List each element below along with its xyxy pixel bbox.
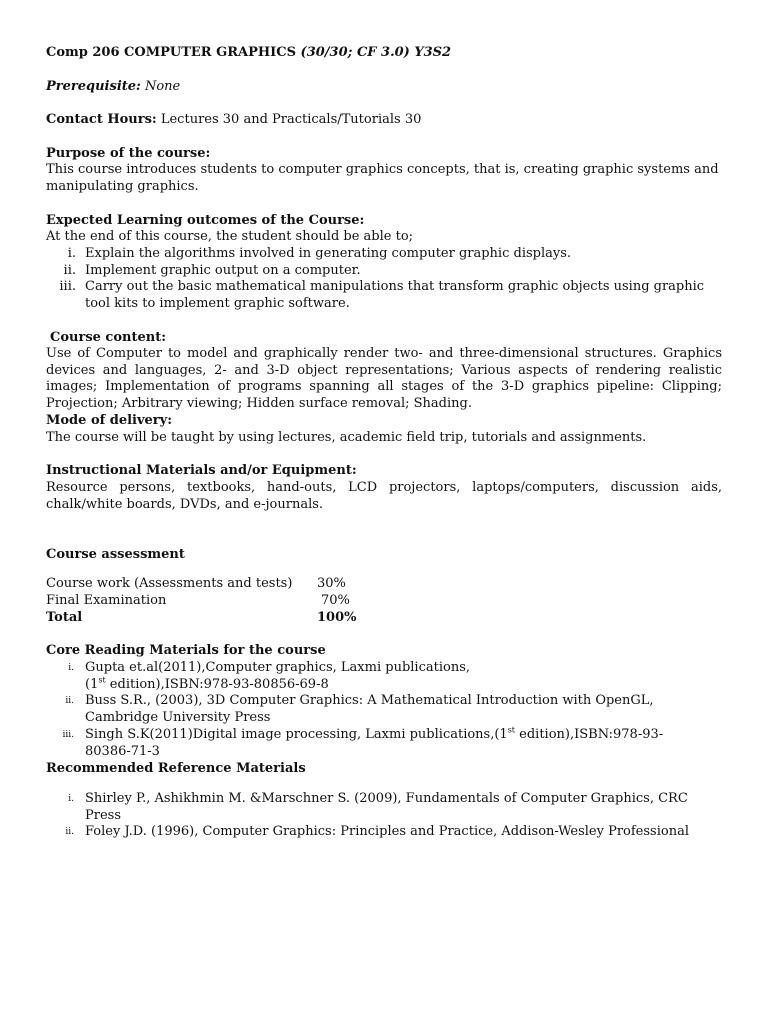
list-item: [46, 791, 722, 824]
contact-hours: [46, 112, 722, 129]
core-reading-heading: Core Reading Materials for the course: [46, 643, 326, 658]
materials-text: Resource persons, textbooks, hand-outs, LCD projectors, laptops/computers, discussion aids, chalk/white boards, DVDs, and e-journals.: [46, 480, 722, 512]
list-item-text: (1st edition),ISBN:978-93-80856-69-8: [85, 675, 329, 692]
prerequisite-label: Prerequisite:: [46, 79, 141, 94]
delivery-heading: Mode of delivery:: [46, 413, 173, 428]
assessment-value: 70%: [321, 593, 350, 608]
list-item: [46, 693, 722, 726]
reference-list: [46, 791, 722, 841]
assessment-heading: Course assessment: [46, 547, 185, 562]
prerequisite-value: None: [144, 79, 181, 94]
list-item: [46, 660, 722, 693]
outcomes-heading: Expected Learning outcomes of the Course:: [46, 213, 365, 228]
course-code: Comp 206 COMPUTER GRAPHICS: [46, 45, 297, 60]
list-item-text: Press: [85, 807, 121, 823]
list-item: [46, 727, 722, 760]
outcomes-intro: At the end of this course, the student should be able to;: [46, 229, 414, 244]
list-item-text: Shirley P., Ashikhmin M. &Marschner S. (2009), Fundamentals of Computer Graphics, CRC: [85, 791, 688, 806]
list-item-text: Implement graphic output on a computer.: [85, 262, 361, 278]
outcomes-list: [46, 246, 722, 313]
list-item-number: ii.: [65, 827, 74, 838]
list-item-text: Foley J.D. (1996), Computer Graphics: Principles and Practice, Addison-Wesley Professional: [85, 824, 689, 840]
prerequisite: [46, 79, 722, 96]
purpose-heading: Purpose of the course:: [46, 146, 211, 161]
assessment-row: [46, 593, 446, 610]
course-title: [46, 45, 722, 62]
core-reading-list: [46, 660, 722, 760]
content-text: Use of Computer to model and graphically render two- and three-dimensional structures. Graphics devices and languages, 2- and 3-D object representations; Various aspects of rendering realistic images; Implementation of programs spanning all stages of the 3-D graphics pipeline: Clipping; Projection; Arbitrary viewing; Hidden surface removal; Shading.: [46, 346, 722, 412]
list-item-number: i.: [68, 663, 74, 673]
purpose-text: This course introduces students to computer graphics concepts, that is, creating graphic systems and manipulating graphics.: [46, 162, 719, 194]
assessment-value: 30%: [317, 576, 346, 591]
delivery-text: The course will be taught by using lectures, academic field trip, tutorials and assignments.: [46, 430, 647, 445]
assessment-label: Course work (Assessments and tests): [46, 576, 293, 591]
list-item-text: Cambridge University Press: [85, 710, 271, 726]
list-item-text: Gupta et.al(2011),Computer graphics, Laxmi publications,: [85, 660, 470, 675]
assessment-label: Final Examination: [46, 593, 167, 608]
list-item: [46, 824, 722, 841]
assessment-value: 100%: [317, 610, 357, 625]
list-item-number: ii.: [63, 262, 76, 278]
list-item-number: ii.: [65, 696, 74, 707]
list-item: [46, 279, 722, 312]
list-item-text: Explain the algorithms involved in generating computer graphic displays.: [85, 246, 572, 261]
list-item-text: Singh S.K(2011)Digital image processing, Laxmi publications,(1st edition),ISBN:978-93-: [85, 725, 664, 742]
list-item: [46, 246, 722, 263]
materials-heading: Instructional Materials and/or Equipment:: [46, 463, 357, 478]
list-item-text: Buss S.R., (2003), 3D Computer Graphics: A Mathematical Introduction with OpenGL,: [85, 693, 654, 709]
contact-hours-label: Contact Hours:: [46, 112, 157, 127]
list-item-text: Carry out the basic mathematical manipulations that transform graphic objects using graphic tool kits to implement graphic software.: [85, 279, 705, 312]
assessment-row: [46, 576, 446, 593]
assessment-row-total: [46, 610, 446, 627]
course-details: (30/30; CF 3.0) Y3S2: [300, 45, 452, 60]
list-item: [46, 263, 722, 280]
content-heading: Course content:: [50, 330, 167, 345]
list-item-number: iii.: [59, 279, 76, 295]
assessment-label: Total: [46, 610, 83, 625]
list-item-number: i.: [68, 794, 74, 804]
list-item-number: i.: [67, 246, 76, 261]
list-item-text: 80386-71-3: [85, 743, 160, 759]
contact-hours-value: Lectures 30 and Practicals/Tutorials 30: [160, 112, 422, 127]
list-item-number: iii.: [62, 729, 74, 740]
reference-heading: Recommended Reference Materials: [46, 761, 306, 776]
